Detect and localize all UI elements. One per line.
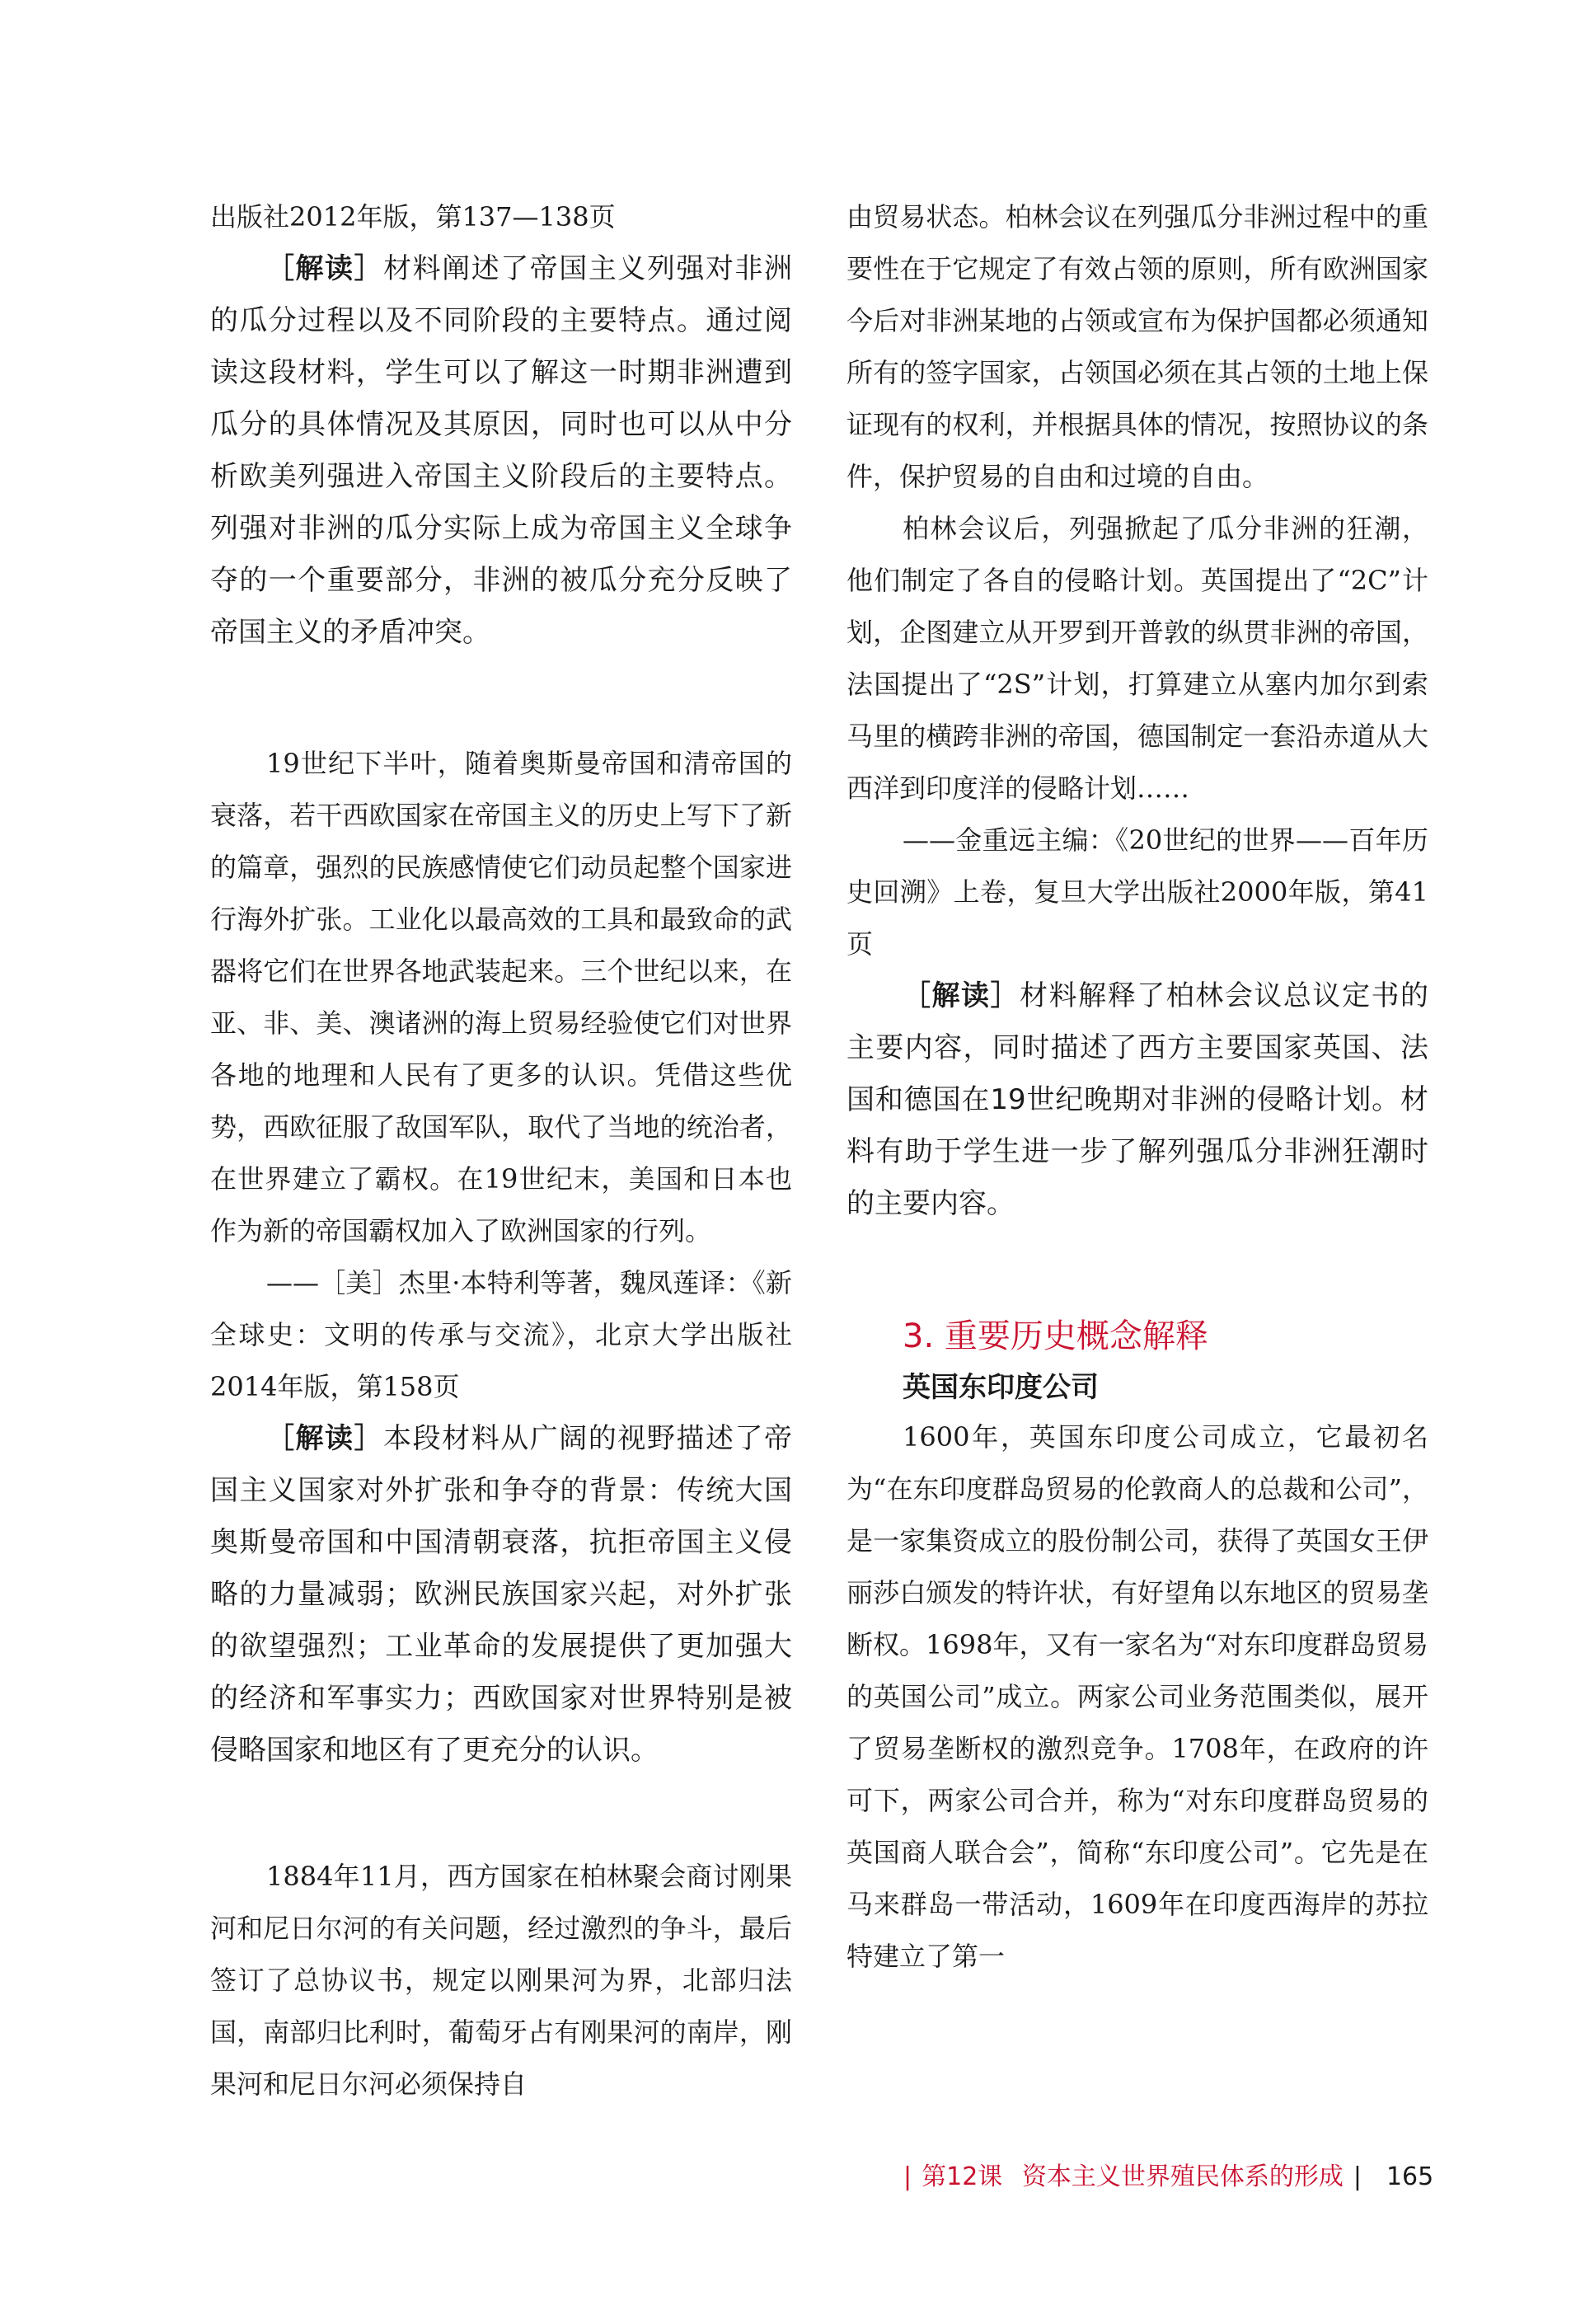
footer-divider: |: [1353, 2162, 1362, 2191]
quoted-material: 19世纪下半叶，随着奥斯曼帝国和清帝国的衰落，若干西欧国家在帝国主义的历史上写下了新的篇章，强烈的民族感情使它们动员起整个国家进行海外扩张。工业化以最高效的工具和最致命的武器将它们在世界各地武装起来。三个世纪以来，在亚、非、美、澳诸洲的海上贸易经验使它们对世界各地的地理和人民有了更多的认识。凭借这些优势，西欧征服了敌国军队，取代了当地的统治者，在世界建立了霸权。在19世纪末，美国和日本也作为新的帝国霸权加入了欧洲国家的行列。: [210, 748, 792, 1247]
quoted-material: 柏林会议后，列强掀起了瓜分非洲的狂潮，他们制定了各自的侵略计划。英国提出了“2C”计划，企图建立从开罗到开普敦的纵贯非洲的帝国，法国提出了“2S”计划，打算建立从塞内加尔到索马里的横跨非洲的帝国，德国制定一套沿赤道从大西洋到印度洋的侵略计划……: [846, 513, 1428, 804]
quote-citation: ——［美］杰里·本特利等著，魏凤莲译：《新全球史：文明的传承与交流》，北京大学出版社2014年版，第158页: [210, 1267, 792, 1402]
interpretation-paragraph: [210, 243, 792, 659]
quoted-material: 1884年11月，西方国家在柏林聚会商讨刚果河和尼日尔河的有关问题，经过激烈的争斗，最后签订了总协议书，规定以刚果河为界，北部归法国，南部归比利时，葡萄牙占有刚果河的南岸，刚果河和尼日尔河必须保持自: [210, 1861, 792, 2100]
interpretation-tag: ［解读］: [266, 1422, 384, 1455]
left-column: [210, 191, 792, 2110]
spacer: [210, 659, 792, 738]
interpretation-paragraph: [210, 1413, 792, 1777]
page-number: 165: [1386, 2162, 1434, 2191]
footer-title: 资本主义世界殖民体系的形成: [1021, 2162, 1344, 2191]
footer-divider: |: [903, 2162, 912, 2191]
quoted-material-continued: 由贸易状态。柏林会议在列强瓜分非洲过程中的重要性在于它规定了有效占领的原则，所有欧洲国家今后对非洲某地的占领或宣布为保护国都必须通知所有的签字国家，占领国必须在其占领的土地上保证现有的权利，并根据具体的情况，按照协议的条件，保护贸易的自由和过境的自由。: [846, 201, 1428, 492]
interpretation-tag: ［解读］: [266, 252, 384, 285]
interpretation-text: 材料解释了柏林会议总议定书的主要内容，同时描述了西方主要国家英国、法国和德国在19世纪晚期对非洲的侵略计划。材料有助于学生进一步了解列强瓜分非洲狂潮时的主要内容。: [846, 979, 1429, 1220]
spacer: [210, 1777, 792, 1851]
interpretation-text: 材料阐述了帝国主义列强对非洲的瓜分过程以及不同阶段的主要特点。通过阅读这段材料，学生可以了解这一时期非洲遭到瓜分的具体情况及其原因，同时也可以从中分析欧美列强进入帝国主义阶段后的主要特点。列强对非洲的瓜分实际上成为帝国主义全球争夺的一个重要部分，非洲的被瓜分充分反映了帝国主义的矛盾冲突。: [210, 252, 793, 649]
interpretation-paragraph: [846, 970, 1428, 1230]
interpretation-text: 本段材料从广阔的视野描述了帝国主义国家对外扩张和争夺的背景：传统大国奥斯曼帝国和中国清朝衰落，抗拒帝国主义侵略的力量减弱；欧洲民族国家兴起，对外扩张的欲望强烈；工业革命的发展提供了更加强大的经济和军事实力；西欧国家对世界特别是被侵略国家和地区有了更充分的认识。: [210, 1422, 793, 1767]
interpretation-tag: ［解读］: [903, 979, 1020, 1012]
footer-lesson: 第12课: [921, 2162, 1003, 2191]
concept-text: 1600年，英国东印度公司成立，它最初名为“在东印度群岛贸易的伦敦商人的总裁和公司”，是一家集资成立的股份制公司，获得了英国女王伊丽莎白颁发的特许状，有好望角以东地区的贸易垄断权。1698年，又有一家名为“对东印度群岛贸易的英国公司”成立。两家公司业务范围类似，展开了贸易垄断权的激烈竞争。1708年，在政府的许可下，两家公司合并，称为“对东印度群岛贸易的英国商人联合会”，简称“东印度公司”。它先是在马来群岛一带活动，1609年在印度西海岸的苏拉特建立了第一: [846, 1421, 1428, 1972]
section-heading: 3. 重要历史概念解释: [903, 1317, 1208, 1355]
concept-heading: 英国东印度公司: [903, 1371, 1099, 1404]
page-footer: [893, 2156, 1433, 2192]
quote-citation: ——金重远主编：《20世纪的世界——百年历史回溯》上卷，复旦大学出版社2000年版，第41页: [846, 824, 1428, 960]
source-continuation: 出版社2012年版，第137—138页: [210, 201, 616, 232]
right-column: [846, 191, 1428, 1983]
